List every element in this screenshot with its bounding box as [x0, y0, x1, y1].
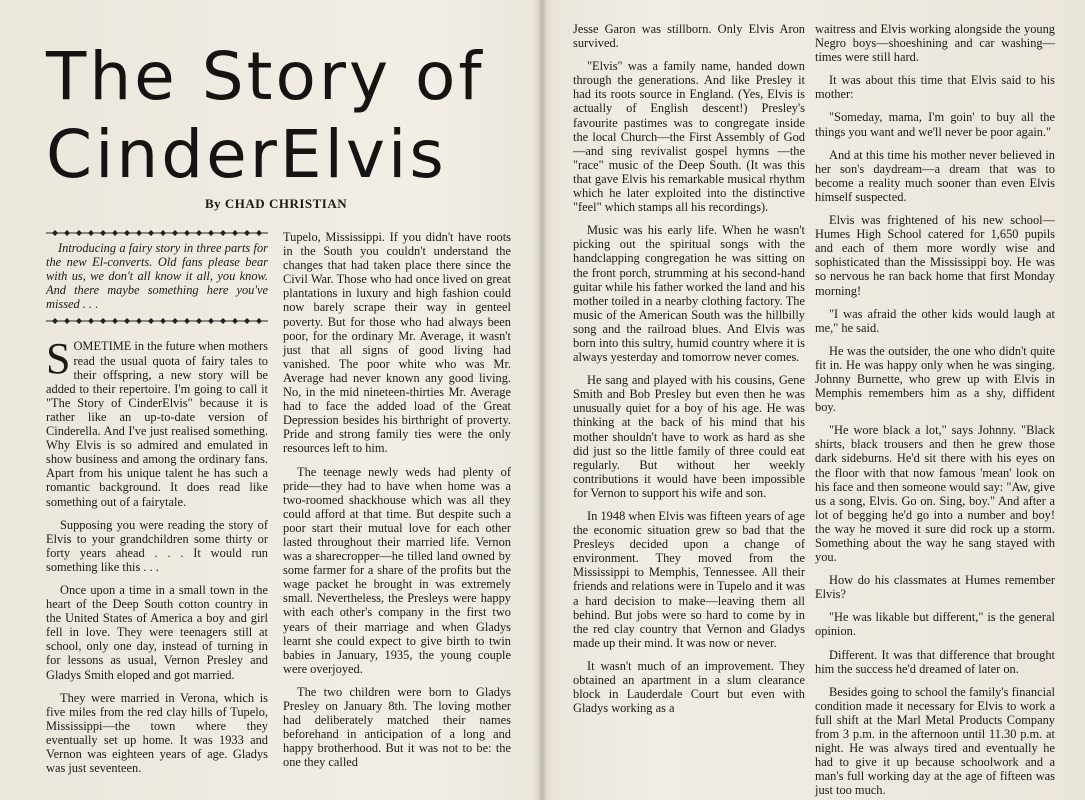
- paragraph: "I was afraid the other kids would laugh at me," he said.: [815, 306, 1055, 335]
- paragraph: Once upon a time in a small town in the heart of the Deep South cotton country in the United States of America a boy and girl fell in love. They were teenagers still at school, only one day, instead of turning in for lessons as usual, Vernon Presley and Gladys Smith eloped and got married.: [46, 582, 268, 682]
- ornamental-rule-bottom: [46, 317, 268, 325]
- intro-text: Introducing a fairy story in three parts for the new El-converts. Old fans please bear with us, we don't all know it all, you know. And there maybe something here you've missed . . .: [46, 241, 268, 312]
- right-page: [545, 0, 1085, 800]
- paragraph: And at this time his mother never believed in her son's daydream—a dream that was to become a reality much sooner than even Elvis himself suspected.: [815, 147, 1055, 204]
- paragraph: "Someday, mama, I'm goin' to buy all the things you want and we'll never be poor again.": [815, 110, 1055, 139]
- paragraph: Elvis was frightened of his new school—Humes High School catered for 1,650 pupils and each of them more wordly wise and sophisticated than the Mississippi boy. He was so nervous he ran back home that first Monday morning!: [815, 213, 1055, 298]
- paragraph: In 1948 when Elvis was fifteen years of age the economic situation grew so bad that the Presleys decided upon a change of environment. They moved from the Mississippi to Memphis, Tennessee. All their friends and relations were in Tupelo and it was a hard decision to make—leaving them all behind. But jobs were so hard to come by in the red clay country that Vernon and Gladys made up their mind. It was now or never.: [573, 509, 805, 650]
- opening-paragraph: [46, 334, 268, 509]
- paragraph: Jesse Garon was stillborn. Only Elvis Aron survived.: [573, 22, 805, 51]
- paragraph: Besides going to school the family's financial condition made it necessary for Elvis to work a full shift at the Marl Metal Products Company from 3 p.m. in the afternoon until 11.30 p.m. at night. He was always tired and eventually he had to give it up because schoolwork and a man's full working day at the age of fifteen was just too much.: [815, 684, 1055, 798]
- title-line-2: CinderElvis: [46, 116, 447, 193]
- ornamental-rule-top: [46, 229, 268, 237]
- column-4: [815, 22, 1055, 800]
- byline: [205, 196, 347, 212]
- byline-author: CHAD CHRISTIAN: [224, 196, 348, 211]
- ornamental-rule-top-graphic: [46, 229, 268, 237]
- paragraph: Supposing you were reading the story of Elvis to your grandchildren some thirty or forty years ahead . . . It would run something like this . . .: [46, 517, 268, 574]
- paragraph: It wasn't much of an improvement. They obtained an apartment in a slum clearance block in Lauderdale Court but even with Gladys working as a: [573, 658, 805, 716]
- paragraph: Different. It was that difference that brought him the success he'd dreamed of later on.: [815, 647, 1055, 676]
- paragraph: He was the outsider, the one who didn't quite fit in. He was happy only when he was singing. Johnny Burnette, who grew up with Elvis in Memphis remembers him as a shy, diffident boy.: [815, 343, 1055, 415]
- paragraph: He sang and played with his cousins, Gene Smith and Bob Presley but even then he was unusually quiet for a boy of his age. He was thinking at the back of his mind that his mother shouldn't have to work as hard as she did just so the little family of three could eat regularly. But without her weekly contributions it would have been impossible for Vernon to support his wife and son.: [573, 373, 805, 500]
- column-1: [46, 229, 268, 784]
- paragraph: "He was likable but different," is the general opinion.: [815, 610, 1055, 639]
- title-line-1: The Story of: [46, 38, 485, 115]
- opening-paragraph-text: OMETIME in the future when mothers read the usual quota of fairy tales to their offspring, a new story will be added to their repertoire. I'm going to call it "The Story of CinderElvis" because it is rather like an up-to-date version of Cinderella. And I've just realised something. Why Elvis is so admired and emulated in show business and among the ordinary fans. Apart from his unique talent he has such a romantic background. It does read like something out of a fairytale.: [46, 339, 268, 509]
- left-page: [0, 0, 540, 800]
- column-3: [573, 22, 805, 724]
- ornamental-rule-bottom-graphic: [46, 317, 268, 325]
- paragraph: Tupelo, Mississippi. If you didn't have roots in the South you couldn't understand the changes that had taken place there since the Civil War. Those who had once lived on great plantations in luxury and high fashion could now barely scrape their way in genteel poverty. But for those who had always been poor, for the ordinary Mr. Average, it wasn't just that all signs of good living had vanished. The poor white who was Mr. Average had never known any good living. No, in the mid nineteen-thirties Mr. Average had to face the added load of the Great Depression besides his birthright of proverty. Pride and strong family ties were the only resources left to him.: [283, 230, 511, 456]
- paragraph: They were married in Verona, which is five miles from the red clay hills of Tupelo, Mississippi—the town where they eventually set up home. It was 1933 and Vernon was eighteen years of age. Gladys was just seventeen.: [46, 690, 268, 776]
- paragraph: "Elvis" was a family name, handed down through the generations. And like Presley it had its roots source in England. (Yes, Elvis is actually of English descent!) Presley's favourite pastimes was to congregate inside the local Church—the First Assembly of God—and sing revivalist gospel hymns —the "race" music of the Deep South. (It was this that gave Elvis his remarkable musical rhythm which he later exploited into the distinctive "feel" which stamps all his recordings).: [573, 59, 805, 215]
- byline-by: By: [205, 196, 222, 211]
- paragraph: The two children were born to Gladys Presley on January 8th. The loving mother had deliberately matched their names beforehand in anticipation of a long and happy brotherhood. But it was not to be: the one they called: [283, 684, 511, 770]
- drop-cap: S: [46, 334, 71, 384]
- intro-blurb: [46, 241, 268, 311]
- paragraph: It was about this time that Elvis said to his mother:: [815, 73, 1055, 102]
- column-2: [283, 230, 511, 778]
- paragraph: Music was his early life. When he wasn't picking out the spiritual songs with the handclapping congregation he was sitting on the front porch, strumming at his second-hand guitar while his father worked the land and his mother toiled in a nearby clothing factory. The music of the American South was the hillbilly song and the railroad blues. And Elvis was born into this sultry, humid country where it is always yesterday and tomorrow never comes.: [573, 223, 805, 365]
- article-title: [46, 38, 516, 194]
- paragraph: "He wore black a lot," says Johnny. "Black shirts, black trousers and then he grew those dark sideburns. He'd sit there with his eyes on the floor with that now famous 'mean' look on his face and then someone would say: "Aw, give us a song, Elvis. Go on. Sing, boy." And after a lot of begging he'd go into a number and boy! the way he moved it sure did rock up a storm. Something about the way he sang stayed with you.: [815, 423, 1055, 565]
- paragraph: How do his classmates at Humes remember Elvis?: [815, 573, 1055, 602]
- paragraph: waitress and Elvis working alongside the young Negro boys—shoeshining and car washing—times were still hard.: [815, 22, 1055, 65]
- opening-paragraph-block: [46, 334, 268, 509]
- paragraph: The teenage newly weds had plenty of pride—they had to have when home was a two-roomed shackhouse which was all they could afford at that time. But despite such a poor start their mutual love for each other lasted throughout their married life. Vernon was a sharecropper—he tilled land owned by some farmer for a share of the profits but the wage packet he brought in was extremely small. Nevertheless, the Presleys were happy with each other's company in the first two years of their marriage and when Gladys learnt she could expect to give birth to twin babies in January, 1935, the young couple were overjoyed.: [283, 464, 511, 676]
